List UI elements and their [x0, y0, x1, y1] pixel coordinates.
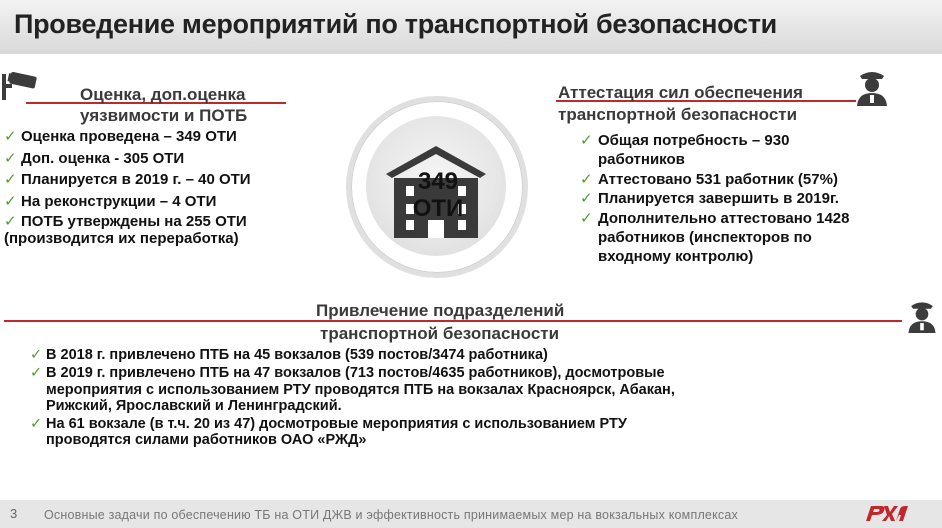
list-item: ✓ Доп. оценка - 305 ОТИ: [4, 148, 251, 170]
right-heading-line2: транспортной безопасности: [558, 105, 798, 124]
footer-text: Основные задачи по обеспечению ТБ на ОТИ ДЖВ и эффективность принимаемых мер на вокзальных комплексах: [44, 508, 738, 522]
checkmark-icon: ✓: [4, 171, 17, 188]
checkmark-icon: ✓: [4, 149, 17, 167]
left-heading-line1: Оценка, доп.оценка: [80, 85, 246, 104]
list-item: ✓ На реконструкции – 4 ОТИ: [4, 191, 251, 213]
list-item: ✓ Аттестовано 531 работник (57%): [580, 170, 838, 188]
page-number: 3: [10, 506, 18, 521]
center-count-number: 349: [417, 168, 459, 195]
list-item: ✓ В 2019 г. привлечено ПТБ на 47 вокзалов (713 постов/4635 работников), досмотровые: [30, 365, 665, 382]
list-item: ✓ Планируется завершить в 2019г.: [580, 190, 839, 208]
list-item: ✓ Общая потребность – 930: [580, 132, 790, 149]
checkmark-icon: ✓: [580, 132, 593, 149]
checkmark-icon: ✓: [4, 128, 17, 145]
list-item: ✓ Дополнительно аттестовано 1428: [580, 209, 850, 227]
list-item: ✓ В 2018 г. привлечено ПТБ на 45 вокзалов (539 постов/3474 работника): [30, 347, 548, 363]
left-section-list: [4, 126, 251, 247]
checkmark-icon: ✓: [580, 190, 593, 208]
checkmark-icon: ✓: [30, 365, 43, 382]
rzd-logo: [862, 503, 908, 523]
right-section-heading: [558, 82, 803, 125]
checkmark-icon: ✓: [580, 209, 593, 227]
slide-title: Проведение мероприятий по транспортной безопасности: [14, 9, 777, 39]
list-item: ✓ ПОТБ утверждены на 255 ОТИ: [4, 213, 247, 230]
cctv-camera-icon: [0, 70, 40, 106]
bottom-heading-line2: транспортной безопасности: [320, 324, 560, 343]
list-item-continuation: проводятся силами работников ОАО «РЖД»: [46, 432, 367, 449]
checkmark-icon: ✓: [4, 192, 17, 210]
list-item-continuation: работников: [598, 151, 685, 169]
left-heading-line2: уязвимости и ПОТБ: [80, 106, 248, 125]
list-item-continuation: работников (инспекторов по: [598, 229, 812, 247]
bottom-section-heading: [316, 300, 564, 344]
bottom-section-list: [30, 347, 675, 449]
security-guard-icon: [904, 296, 940, 334]
checkmark-icon: ✓: [580, 170, 593, 188]
list-item-continuation: Рижский, Ярославский и Ленинградский.: [46, 397, 342, 414]
list-item: ✓ На 61 вокзале (в т.ч. 20 из 47) досмотровые мероприятия с использованием РТУ: [30, 416, 627, 433]
checkmark-icon: ✓: [4, 213, 17, 230]
list-item: ✓ Оценка проведена – 349 ОТИ: [4, 126, 251, 148]
list-item-continuation: мероприятия с использованием РТУ проводятся ПТБ на вокзалах Красноярск, Абакан,: [46, 381, 675, 398]
checkmark-icon: ✓: [30, 416, 43, 433]
security-guard-icon: [852, 66, 892, 106]
list-item: ✓ Планируется в 2019 г. – 40 ОТИ: [4, 169, 251, 191]
right-heading-line1: Аттестация сил обеспечения: [558, 83, 803, 102]
bottom-heading-line1: Привлечение подразделений: [316, 301, 565, 320]
right-section-list: [580, 131, 849, 267]
list-item-continuation: (производится их переработка): [4, 230, 239, 247]
center-count-unit: ОТИ: [412, 195, 464, 222]
left-section-heading: [80, 84, 247, 126]
checkmark-icon: ✓: [30, 347, 43, 363]
center-count: [386, 168, 490, 222]
list-item-continuation: входному контролю): [598, 248, 754, 266]
